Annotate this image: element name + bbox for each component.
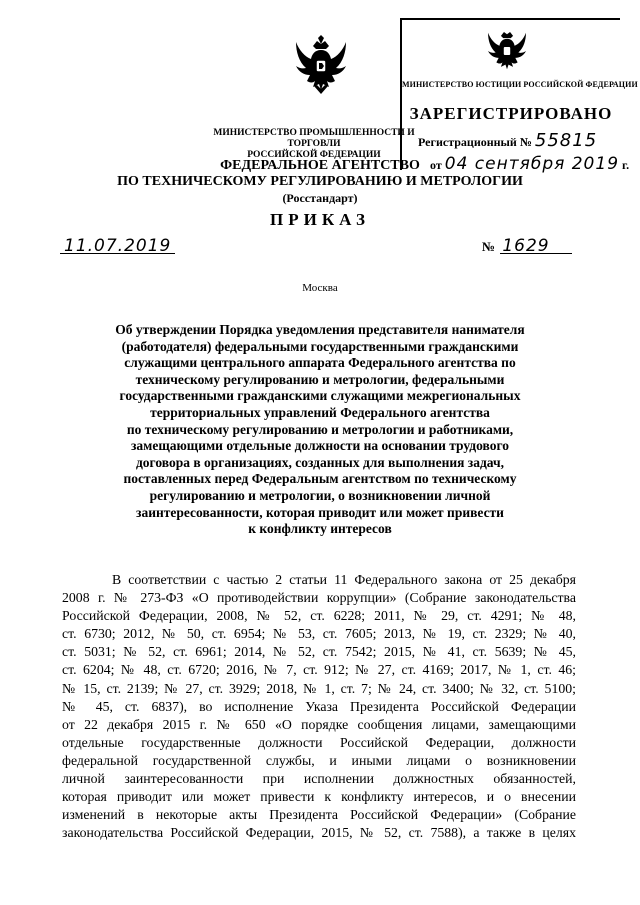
title-line: государственными гражданскими служащими межрегиональных xyxy=(119,388,521,404)
stamp-reg-number: 55815 xyxy=(534,130,598,151)
date-underline xyxy=(60,253,175,254)
ministry-header xyxy=(200,128,428,161)
title-line: договора в организациях, созданных для выполнения задач, xyxy=(135,454,505,470)
order-date-value: 11.07.2019 xyxy=(64,236,172,256)
document-type: ПРИКАЗ xyxy=(270,210,370,229)
title-line: Об утверждении Порядка уведомления представителя нанимателя xyxy=(115,322,525,337)
stamp-date-value: 04 сентября 2019 xyxy=(444,154,620,174)
stamp-registered: ЗАРЕГИСТРИРОВАНО xyxy=(409,104,613,123)
title-line: служащими центрального аппарата Федерального агентства по xyxy=(124,355,516,371)
body-line: ст. 5031; № 52, ст. 6961; 2014, № 52, ст. 7542; 2015, № 41, ст. 5639; № 45, xyxy=(62,644,576,660)
title-line: техническому регулированию и метрологии, федеральными xyxy=(135,371,505,387)
body-line: ст. 6730; 2012, № 50, ст. 6954; № 53, ст. 7605; 2013, № 19, ст. 2329; № 40, xyxy=(62,626,576,642)
order-date xyxy=(64,236,171,256)
registration-stamp xyxy=(400,18,638,174)
title-line: заинтересованности, которая приводит или может привести xyxy=(136,504,504,520)
body-line: изменений в некоторые акты Президента Российской Федерации» (Собрание xyxy=(62,807,576,823)
coat-of-arms-icon xyxy=(292,34,350,98)
title-line: (работодателя) федеральными государственными гражданскими xyxy=(121,338,519,354)
order-number xyxy=(482,236,550,256)
stamp-ministry: МИНИСТЕРСТВО ЮСТИЦИИ РОССИЙСКОЙ ФЕДЕРАЦИИ xyxy=(402,80,638,89)
order-number-value: 1629 xyxy=(502,236,550,256)
title-line: территориальных управлений Федерального агентства xyxy=(150,404,490,420)
body-line: которая приводит или может привести к конфликту интересов, и о внесении xyxy=(62,789,576,805)
order-number-label: № xyxy=(482,239,496,254)
number-underline xyxy=(500,253,572,254)
stamp-date-label: от xyxy=(430,158,442,172)
title-line: к конфликту интересов xyxy=(248,521,392,537)
stamp-coat-of-arms-icon xyxy=(485,26,529,76)
ministry-line-1: МИНИСТЕРСТВО ПРОМЫШЛЕННОСТИ И ТОРГОВЛИ xyxy=(213,128,415,149)
stamp-year-suffix: г. xyxy=(622,158,630,172)
city: Москва xyxy=(302,282,338,294)
title-line: по техническому регулированию и метрологии и работниками, xyxy=(126,421,514,437)
body-line: ст. 6204; № 48, ст. 6720; 2016, № 7, ст. 912; № 27, ст. 4169; 2017, № 1, ст. 46; xyxy=(62,662,576,678)
agency-line-2: ПО ТЕХНИЧЕСКОМУ РЕГУЛИРОВАНИЮ И МЕТРОЛОГИИ xyxy=(117,174,523,189)
body-line: № 15, ст. 2139; № 27, ст. 3929; 2018, № 1, ст. 7; № 24, ст. 3400; № 32, ст. 5100; xyxy=(62,680,576,696)
stamp-reg-label: Регистрационный № xyxy=(418,135,532,149)
body-line: № 45, ст. 6837), во исполнение Указа Президента Российской Федерации xyxy=(62,698,576,714)
stamp-reg-line xyxy=(418,130,597,151)
agency-line-3: (Росстандарт) xyxy=(282,191,358,205)
title-line: регулированию и метрологии, о возникновении личной xyxy=(149,487,491,503)
title-line: поставленных перед Федеральным агентством по техническому xyxy=(123,471,517,487)
agency-header xyxy=(90,158,550,206)
body-line: личной заинтересованности при исполнении должностных обязанностей, xyxy=(62,771,576,787)
body-line: В соответствии с частью 2 статьи 11 Федерального закона от 25 декабря xyxy=(112,572,576,587)
body-line: отдельные государственные должности Российской Федерации, должности xyxy=(62,734,576,750)
body-text xyxy=(62,571,576,842)
agency-line-1: ФЕДЕРАЛЬНОЕ АГЕНТСТВО xyxy=(220,158,420,173)
body-line: федеральной государственной службы, и иными лицами о возникновении xyxy=(62,752,576,768)
ministry-line-2: РОССИЙСКОЙ ФЕДЕРАЦИИ xyxy=(247,150,381,160)
body-line: 2008 г. № 273-ФЗ «О противодействии коррупции» (Собрание законодательства xyxy=(62,590,576,606)
body-line: законодательства Российской Федерации, 2015, № 52, ст. 7588), а также в целях xyxy=(62,825,576,841)
title-line: замещающими отдельные должности на основании трудового xyxy=(130,438,509,454)
body-line: Российской Федерации, 2008, № 52, ст. 6228; 2011, № 29, ст. 4291; № 48, xyxy=(62,608,576,624)
body-line: от 22 декабря 2015 г. № 650 «О порядке сообщения лицами, замещающими xyxy=(62,716,576,732)
document-title xyxy=(80,322,560,538)
